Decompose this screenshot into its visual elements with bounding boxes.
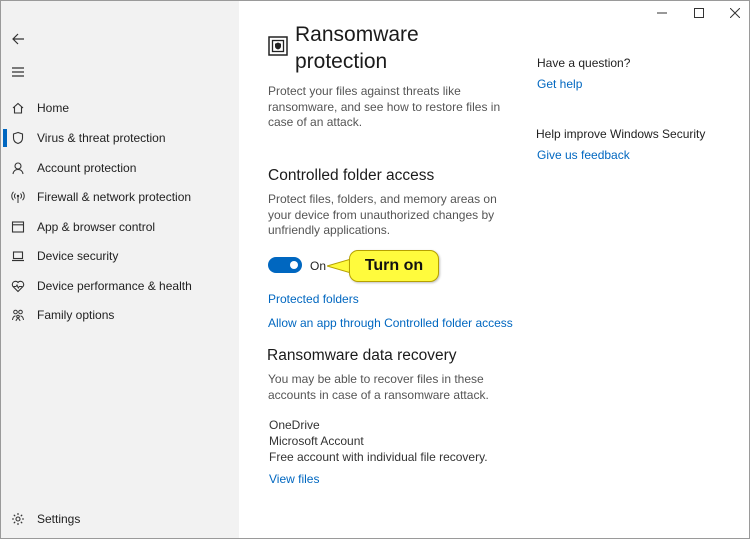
sidebar-item-app-browser-control[interactable] [1, 214, 239, 240]
sidebar-item-virus-threat-protection[interactable] [1, 125, 239, 151]
protected-folders-link[interactable]: Protected folders [268, 292, 359, 306]
recovery-heading: Ransomware data recovery [267, 347, 457, 364]
shield-icon [10, 130, 26, 146]
sidebar-item-label: Device performance & health [37, 279, 192, 293]
controlled-folder-access-toggle[interactable] [268, 257, 302, 273]
home-icon [10, 100, 26, 116]
sidebar-item-family-options[interactable] [1, 302, 239, 328]
view-files-link[interactable]: View files [269, 472, 320, 486]
sidebar-item-device-security[interactable] [1, 243, 239, 269]
controlled-folder-access-description: Protect files, folders, and memory areas on your device from unauthorized changes by unfriendly applications. [268, 192, 497, 237]
sidebar-item-label: App & browser control [37, 220, 156, 234]
laptop-icon [10, 248, 26, 264]
sidebar-item-label: Home [37, 101, 70, 115]
toggle-state-label: On [310, 259, 327, 273]
hamburger-icon[interactable] [9, 63, 27, 81]
sidebar [1, 1, 239, 538]
sidebar-item-label: Family options [37, 308, 115, 322]
recovery-description: You may be able to recover files in these accounts in case of a ransomware attack. [268, 372, 489, 402]
family-icon [10, 307, 26, 323]
sidebar-item-label: Device security [37, 249, 119, 263]
sidebar-item-label: Virus & threat protection [37, 131, 166, 145]
close-icon[interactable] [720, 3, 750, 23]
sidebar-item-label: Settings [37, 512, 81, 526]
feedback-link[interactable]: Give us feedback [537, 148, 630, 162]
minimize-icon[interactable] [647, 3, 677, 23]
gear-icon [10, 511, 26, 527]
question-heading: Have a question? [537, 56, 631, 70]
page-description: Protect your files against threats like ransomware, and see how to restore files in case of an attack. [268, 84, 501, 129]
sidebar-item-label: Account protection [37, 161, 137, 175]
recovery-account-type: Microsoft Account [269, 434, 364, 448]
allow-app-link[interactable]: Allow an app through Controlled folder access [268, 316, 513, 330]
toggle-knob [290, 261, 298, 269]
recovery-provider: OneDrive [269, 418, 320, 432]
sidebar-item-home[interactable] [1, 95, 239, 121]
browser-window-icon [10, 219, 26, 235]
back-arrow-icon[interactable] [9, 30, 27, 48]
maximize-icon[interactable] [684, 3, 714, 23]
heart-pulse-icon [10, 278, 26, 294]
sidebar-item-settings[interactable] [1, 506, 239, 532]
sidebar-item-device-performance[interactable] [1, 273, 239, 299]
improve-heading: Help improve Windows Security [536, 127, 706, 141]
sidebar-item-firewall[interactable] [1, 184, 239, 210]
controlled-folder-access-heading: Controlled folder access [268, 167, 435, 184]
antenna-icon [10, 189, 26, 205]
page-title: Ransomware protection [295, 23, 419, 73]
recovery-account-detail: Free account with individual file recovery. [269, 450, 488, 464]
sidebar-item-label: Firewall & network protection [37, 190, 192, 204]
sidebar-item-account-protection[interactable] [1, 155, 239, 181]
person-icon [10, 160, 26, 176]
get-help-link[interactable]: Get help [537, 77, 583, 91]
turn-on-callout: Turn on [349, 250, 439, 282]
ransomware-shield-icon [268, 36, 288, 56]
